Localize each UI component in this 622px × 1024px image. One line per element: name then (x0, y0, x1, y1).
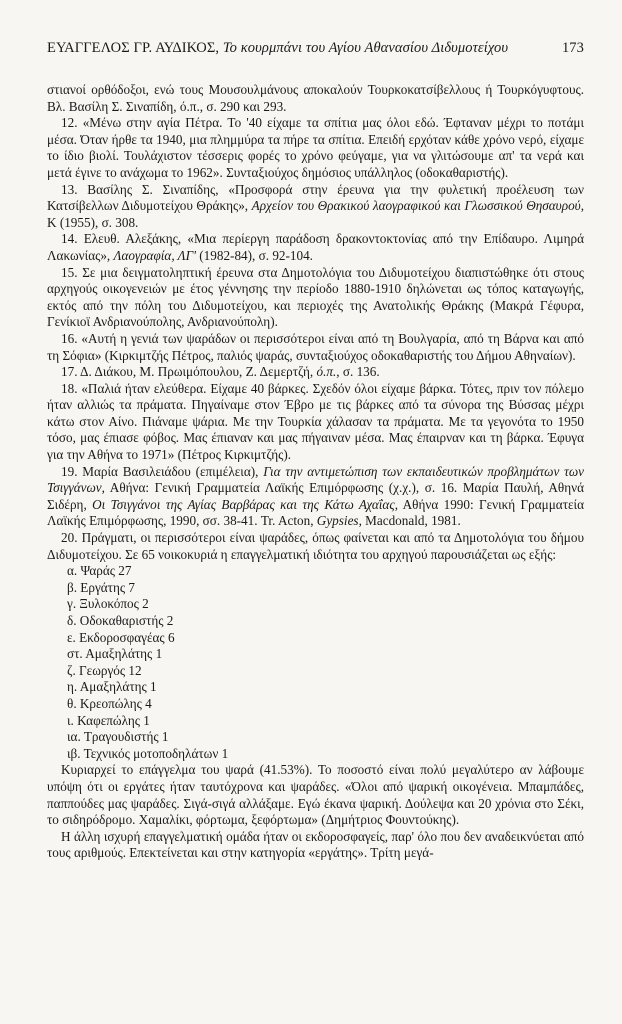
note-13-text: 13. Βασίλης Σ. Σιναπίδης, «Προσφορά στην έρευνα για την φυλετική προέλευση των Κατσίβελλων Διδυμοτείχου Θράκης», (47, 181, 584, 214)
list-item: γ. Ξυλοκόπος 2 (67, 596, 149, 612)
list-item: ζ. Γεωργός 12 (67, 662, 142, 678)
note-19-ref: , Macdonald, 1981. (358, 513, 461, 529)
note-17-ref: , σ. 136. (336, 364, 380, 380)
note-11-continuation: στιανοί ορθόδοξοι, ενώ τους Μουσουλμάνους αποκαλούν Τουρκοκατσίβελλους ή Τουρκόγυφτους. Βλ. Βασίλη Σ. Σιναπίδη, ό.π., σ. 290 και 293. (47, 82, 584, 114)
list-item: ι. Καφεπώλης 1 (67, 712, 150, 728)
note-19-title-2: Οι Τσιγγάνοι της Αγίας Βαρβάρας και της Κάτω Αχαΐας (92, 496, 395, 512)
running-head-author: ΕΥΑΓΓΕΛΟΣ ΓΡ. ΑΥΔΙΚΟΣ, (47, 40, 220, 56)
footnotes (47, 82, 584, 862)
paragraph-last: Η άλλη ισχυρή επαγγελματική ομάδα ήταν οι εκδοροσφαγείς, παρ' όλο που δεν αναδεικνύεται από τους αριθμούς. Επεκτείνεται και στην κατηγορία «εργάτης». Τρίτη μεγά- (47, 828, 584, 861)
note-13 (47, 182, 584, 232)
note-20: 20. Πράγματι, οι περισσότεροι είναι ψαράδες, όπως φαίνεται και από τα Δημοτολόγια του δήμου Διδυμοτείχου. Σε 65 νοικοκυριά η επαγγελματική ιδιότητα του αρχηγού παρουσιάζεται ως εξής: (47, 530, 584, 562)
list-item: ε. Εκδοροσφαγέας 6 (67, 629, 175, 645)
running-head (47, 40, 584, 60)
note-19-text-2: , Αθήνα: Γενική Γραμματεία Λαϊκής Επιμόρφωσης (χ.χ.), σ. 16. Μαρία Παυλή, Αθηνά Σιδέρη, (47, 480, 584, 512)
note-19-title-1: Για την αντιμετώπιση των εκπαιδευτικών προβλημάτων των Τσιγγάνων (47, 463, 584, 496)
list-item: ια. Τραγουδιστής 1 (67, 729, 169, 745)
note-17-op-cit: ό.π. (316, 364, 337, 380)
note-14-text: 14. Ελευθ. Αλεξάκης, «Μια περίεργη παράδοση δρακοντοκτονίας από την Επίδαυρο. Λιμηρά Λακωνίας», (47, 231, 584, 263)
list-item: στ. Αμαξηλάτης 1 (67, 646, 163, 662)
list-item: θ. Κρεοπώλης 4 (67, 695, 152, 711)
note-12: 12. «Μένω στην αγία Πέτρα. Το '40 είχαμε τα σπίτια μας όλοι εδώ. Έφταναν μέχρι το ποτάμι μέσα. Όταν ήρθε τα 1940, μια πλημμύρα τα πήρε τα σπίτια. Επειδή ερχόταν κάθε χρόνο νερό, είχαμε το ίδιο βιολί. Τουλάχιστον τέσσερις φορές το χρόνο φεύγαμε, για να γλιτώσουμε απ' τα νερά και μετά έγινε το ανάχωμα το 1962». Συνταξιούχος δημόσιος υπάλληλος (οδοκαθαριστής). (47, 115, 584, 180)
note-16: 16. «Αυτή η γενιά των ψαράδων οι περισσότεροι είναι από τη Βουλγαρία, από τη Βάρνα και από τη Σόφια» (Κιρκιμτζής Πέτρος, παλιός ψαράς, συνταξιούχος οδοκαθαριστής του Δήμου Αθηναίων). (47, 330, 584, 363)
list-item: α. Ψαράς 27 (67, 563, 132, 579)
list-item: η. Αμαξηλάτης 1 (67, 679, 157, 695)
note-14-journal: Λαογραφία, ΛΓ' (113, 247, 196, 263)
note-14 (47, 231, 584, 264)
note-19-text-3: , Αθήνα 1990: Γενική Γραμματεία Λαϊκής Επιμόρφωσης, 1990, σσ. 38-41. Tr. Acton, (47, 496, 585, 529)
note-19-title-3: Gypsies (316, 513, 359, 529)
note-13-journal: Αρχείον του Θρακικού λαογραφικού και Γλωσσικού Θησαυρού (251, 198, 581, 214)
note-13-ref: , Κ (1955), σ. 308. (47, 198, 585, 230)
note-19 (47, 464, 584, 530)
note-14-ref: (1982-84), σ. 92-104. (195, 247, 313, 263)
page-number: 173 (561, 40, 584, 56)
list-item: ιβ. Τεχνικός μοτοποδηλάτων 1 (67, 745, 229, 761)
paragraph-after-list: Κυριαρχεί το επάγγελμα του ψαρά (41.53%). Το ποσοστό είναι πολύ μεγαλύτερο αν λάβουμε υπόψη ότι οι εργάτες ήταν ταυτόχρονα και ψαράδες. «Όλοι από ψαρική οικογένεια. Μπαμπάδες, παππούδες μας ψαράδες. Σιγά-σιγά αλλάξαμε. Εγώ έκανα ψαρική. Δούλεψα και 20 χρόνια στο Σέκι, το σιδηρόδρομο. Χαμαλίκι, φόρτωμα, ξεφόρτωμα» (Δημήτριος Φουντούκης). (47, 762, 584, 828)
note-15: 15. Σε μια δειγματοληπτική έρευνα στα Δημοτολόγια του Διδυμοτείχου διαπιστώθηκε ότι στους αρχηγούς οικογενειών με έτος γέννησης την περίοδο 1880-1910 δηλώνεται ως τόπος καταγωγής, εκτός από την πόλη του Διδυμοτείχου, και περιοχές της Ανατολικής Θράκης (Μακρά Γέφυρα, Γενίκιοϊ Ανδριανούπολης, Ανδριανούπολη). (47, 264, 584, 330)
note-18: 18. «Παλιά ήταν ελεύθερα. Είχαμε 40 βάρκες. Σχεδόν όλοι είχαμε βάρκα. Τότες, πριν τον πόλεμο ήταν αλλιώς τα πράματα. Πηγαίναμε στον Έβρο με τις βάρκες από τα σύνορα της Βύσσας μέχρι κάτω στον Αίνο. Πιάναμε ψάρια. Με την Τουρκία χάλασαν τα πράματα. Με τα γεγονότα το 1950 τόσο, μας έπιασε φόβος. Μας έπιαναν και μας πήγαιναν μέσα. Μας έπαιρναν και τη βάρκα. Έφυγα για την Αθήνα το 1971» (Πέτρος Κιρκιμτζής). (47, 380, 584, 463)
note-19-text: 19. Μαρία Βασιλειάδου (επιμέλεια), (61, 463, 259, 479)
running-head-title (47, 40, 508, 57)
running-head-article-title: Το κουρμπάνι του Αγίου Αθανασίου Διδυμοτείχου (222, 40, 509, 56)
list-item: β. Εργάτης 7 (67, 579, 135, 595)
list-item: δ. Οδοκαθαριστής 2 (67, 613, 174, 628)
occupation-list (47, 563, 584, 762)
note-17-text: 17. Δ. Διάκου, Μ. Πρωιμόπουλου, Ζ. Δεμερτζή, (61, 364, 314, 380)
note-17 (47, 364, 584, 381)
